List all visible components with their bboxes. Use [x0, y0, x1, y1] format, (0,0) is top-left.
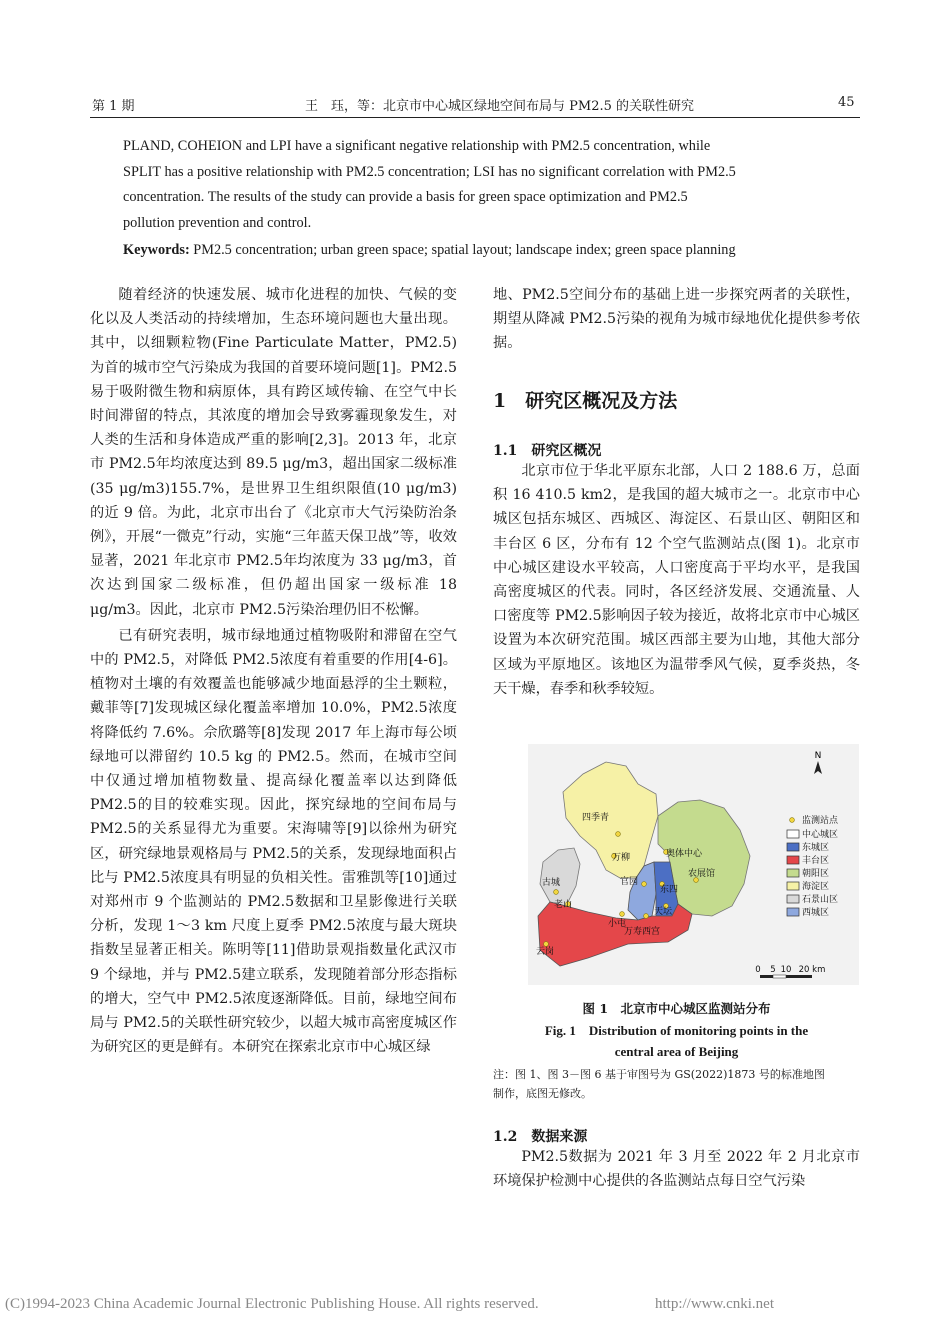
page-number: 45: [838, 95, 855, 110]
intro-continuation: 地、PM2.5空间分布的基础上进一步探究两者的关联性，期望从降减 PM2.5污染的视角为城市绿地优化提供参考依据。: [493, 287, 860, 352]
abstract-line: pollution prevention and control.: [123, 214, 312, 231]
scale-tick: 0: [755, 965, 761, 975]
left-column: [90, 283, 457, 1060]
legend-swatch: [787, 856, 799, 864]
station-label: 老山: [554, 900, 573, 910]
station-label: 万寿西宫: [624, 927, 661, 937]
figure-1-caption-en-2: central area of Beijing: [614, 1044, 739, 1059]
legend-label: 监测站点: [802, 816, 839, 826]
abstract-line: PLAND, COHEION and LPI have a significant negative relationship with PM2.5 concentration, while: [123, 138, 711, 154]
figure-1-caption-en-1: Fig. 1 Distribution of monitoring points in the: [544, 1023, 809, 1038]
keywords-text: PM2.5 concentration; urban green space; spatial layout; landscape index; green space planning: [193, 242, 736, 258]
station-label: 天坛: [654, 907, 673, 917]
intro-paragraph-2: 已有研究表明，城市绿地通过植物吸附和滞留在空气中的 PM2.5，对降低 PM2.5浓度有着重要的作用[4-6]。植物对土壤的有效覆盖也能够减少地面悬浮的尘土颗粒，戴菲等[7]发现城区绿化覆盖率增加 10.0%，PM2.5浓度将降低约 7.6%。佘欣璐等[8]发现 2017 年上海市每公顷绿地可以滞留约 10.5 kg 的 PM2.5。然而，在城市空间中仅通过增加植物数量、提高绿化覆盖率以达到降低 PM2.5的目的较难实现。因此，探究绿地的空间布局与 PM2.5的关系显得尤为重要。宋海啸等[9]以徐州为研究区，研究绿地景观格局与 PM2.5的关系，发现绿地面积占比与 PM2.5浓度具有明显的负相关性。雷雅凯等[10]通过对郑州市 9 个监测站的 PM2.5数据和卫星影像进行关联分析，发现 1～3 km 尺度上夏季 PM2.5浓度与最大斑块指数呈显著正相关。陈明等[11]借助景观指数量化武汉市 9 个绿地，并与 PM2.5建立联系，发现随着部分形态指标的增大，空气中 PM2.5浓度逐渐降低。目前，绿地空间布局与 PM2.5的关联性研究较少，以超大城市高密度城区作为研究区的更是鲜有。本研究在探索北京市中心城区绿: [90, 627, 457, 1056]
keywords-label: Keywords:: [123, 242, 190, 258]
running-title: 王 珏，等：北京市中心城区绿地空间布局与 PM2.5 的关联性研究: [305, 99, 694, 114]
station-marker: [544, 942, 549, 947]
study-area-text: [493, 459, 860, 701]
subsection-1-1-title: 1.1 研究区概况: [493, 443, 602, 459]
cnki-link[interactable]: http://www.cnki.net: [655, 1296, 775, 1312]
english-abstract: [123, 134, 828, 264]
figure-1-note: 注：图 1、图 3－图 6 基于审图号为 GS(2022)1873 号的标准地图制作，底图无修改。: [493, 1068, 825, 1100]
map-legend: [787, 814, 839, 918]
legend-label: 朝阳区: [802, 869, 830, 879]
scale-tick: 5: [770, 965, 776, 975]
abstract-line: concentration. The results of the study can provide a basis for green space optimization and PM2.5: [123, 189, 688, 205]
figure-1-caption-cn: 图 1 北京市中心城区监测站分布: [582, 1001, 771, 1016]
north-label: N: [814, 751, 822, 761]
legend-label: 海淀区: [802, 882, 830, 892]
station-label: 农展馆: [688, 869, 716, 879]
legend-swatch: [787, 895, 799, 903]
legend-swatch: [787, 882, 799, 890]
legend-station-icon: [790, 818, 795, 823]
figure-1-map: [528, 744, 859, 985]
copyright-footer: (C)1994-2023 China Academic Journal Electronic Publishing House. All rights reserved.: [5, 1296, 539, 1312]
intro-paragraph-1: 随着经济的快速发展、城市化进程的加快、气候的变化以及人类活动的持续增加，生态环境问题也大量出现。其中，以细颗粒物(Fine Particulate Matter，PM2.5)为首的城市空气污染成为我国的首要环境问题[1]。PM2.5易于吸附微生物和病原体，具有跨区域传输、在空气中长时间滞留的特点，其浓度的增加会导致雾霾现象发生，对人类的生活和身体造成严重的影响[2,3]。2013 年，北京市 PM2.5年均浓度达到 89.5 μg/m3，超出国家二级标准(35 μg/m3)155.7%，是世界卫生组织限值(10 μg/m3)的近 9 倍。为此，北京市出台了《北京市大气污染防治条例》，开展“一微克”行动，实施“三年蓝天保卫战”等，收效显著，2021 年北京市 PM2.5年均浓度为 33 μg/m3，首次达到国家二级标准，但仍超出国家一级标准 18 μg/m3。因此，北京市 PM2.5污染治理仍旧不松懈。: [90, 287, 457, 618]
station-marker: [644, 914, 649, 919]
station-label: 奥体中心: [666, 849, 703, 859]
district-shijingshan: [540, 848, 580, 906]
legend-label: 东城区: [802, 843, 830, 853]
station-label: 云岗: [536, 947, 555, 957]
map-svg: [528, 744, 859, 985]
station-label: 四季青: [582, 813, 610, 823]
data-source-text: [493, 1145, 860, 1193]
station-label: 官园: [620, 877, 639, 887]
legend-swatch: [787, 830, 799, 838]
station-label: 东四: [660, 885, 679, 895]
scale-tick: 10: [780, 965, 792, 975]
scale-bar: [755, 965, 825, 978]
station-marker: [642, 882, 647, 887]
legend-label: 丰台区: [802, 856, 830, 866]
station-label: 古城: [542, 878, 561, 888]
station-label: 万柳: [612, 853, 631, 863]
legend-swatch: [787, 843, 799, 851]
station-marker: [620, 912, 625, 917]
header-rule: [90, 117, 860, 118]
keywords-line: [123, 238, 828, 264]
section-1-title: 1 研究区概况及方法: [493, 390, 678, 412]
data-source-paragraph: PM2.5数据为 2021 年 3 月至 2022 年 2 月北京市环境保护检测中心提供的各监测站点每日空气污染: [493, 1149, 860, 1190]
station-marker: [554, 890, 559, 895]
station-label: 小屯: [608, 919, 627, 929]
legend-label: 石景山区: [802, 895, 839, 905]
issue-number: 第 1 期: [92, 99, 135, 114]
legend-swatch: [787, 908, 799, 916]
right-column-top: [493, 283, 860, 356]
north-arrow-icon: [814, 761, 822, 774]
study-area-paragraph: 北京市位于华北平原东北部，人口 2 188.6 万，总面积 16 410.5 km2，是我国的超大城市之一。北京市中心城区包括东城区、西城区、海淀区、石景山区、朝阳区和丰台区 6 区，分布有 12 个空气监测站点(图 1)。北京市中心城区建设水平较高，人口密度高于平均水平，是我国高密度城区的代表。同时，各区经济发展、交通流量、人口密度等 PM2.5影响因子较为接近，故将北京市中心城区设置为本次研究范围。城区西部主要为山地，其他大部分区域为平原地区。该地区为温带季风气候，夏季炎热，冬天干燥，春季和秋季较短。: [493, 463, 860, 697]
abstract-line: SPLIT has a positive relationship with PM2.5 concentration; LSI has no significant correlation with PM2.5: [123, 163, 736, 180]
scale-tick: 20 km: [798, 965, 826, 975]
station-marker: [616, 832, 621, 837]
legend-label: 中心城区: [802, 830, 839, 840]
legend-label: 西城区: [802, 908, 830, 918]
legend-swatch: [787, 869, 799, 877]
subsection-1-2-title: 1.2 数据来源: [493, 1129, 588, 1145]
